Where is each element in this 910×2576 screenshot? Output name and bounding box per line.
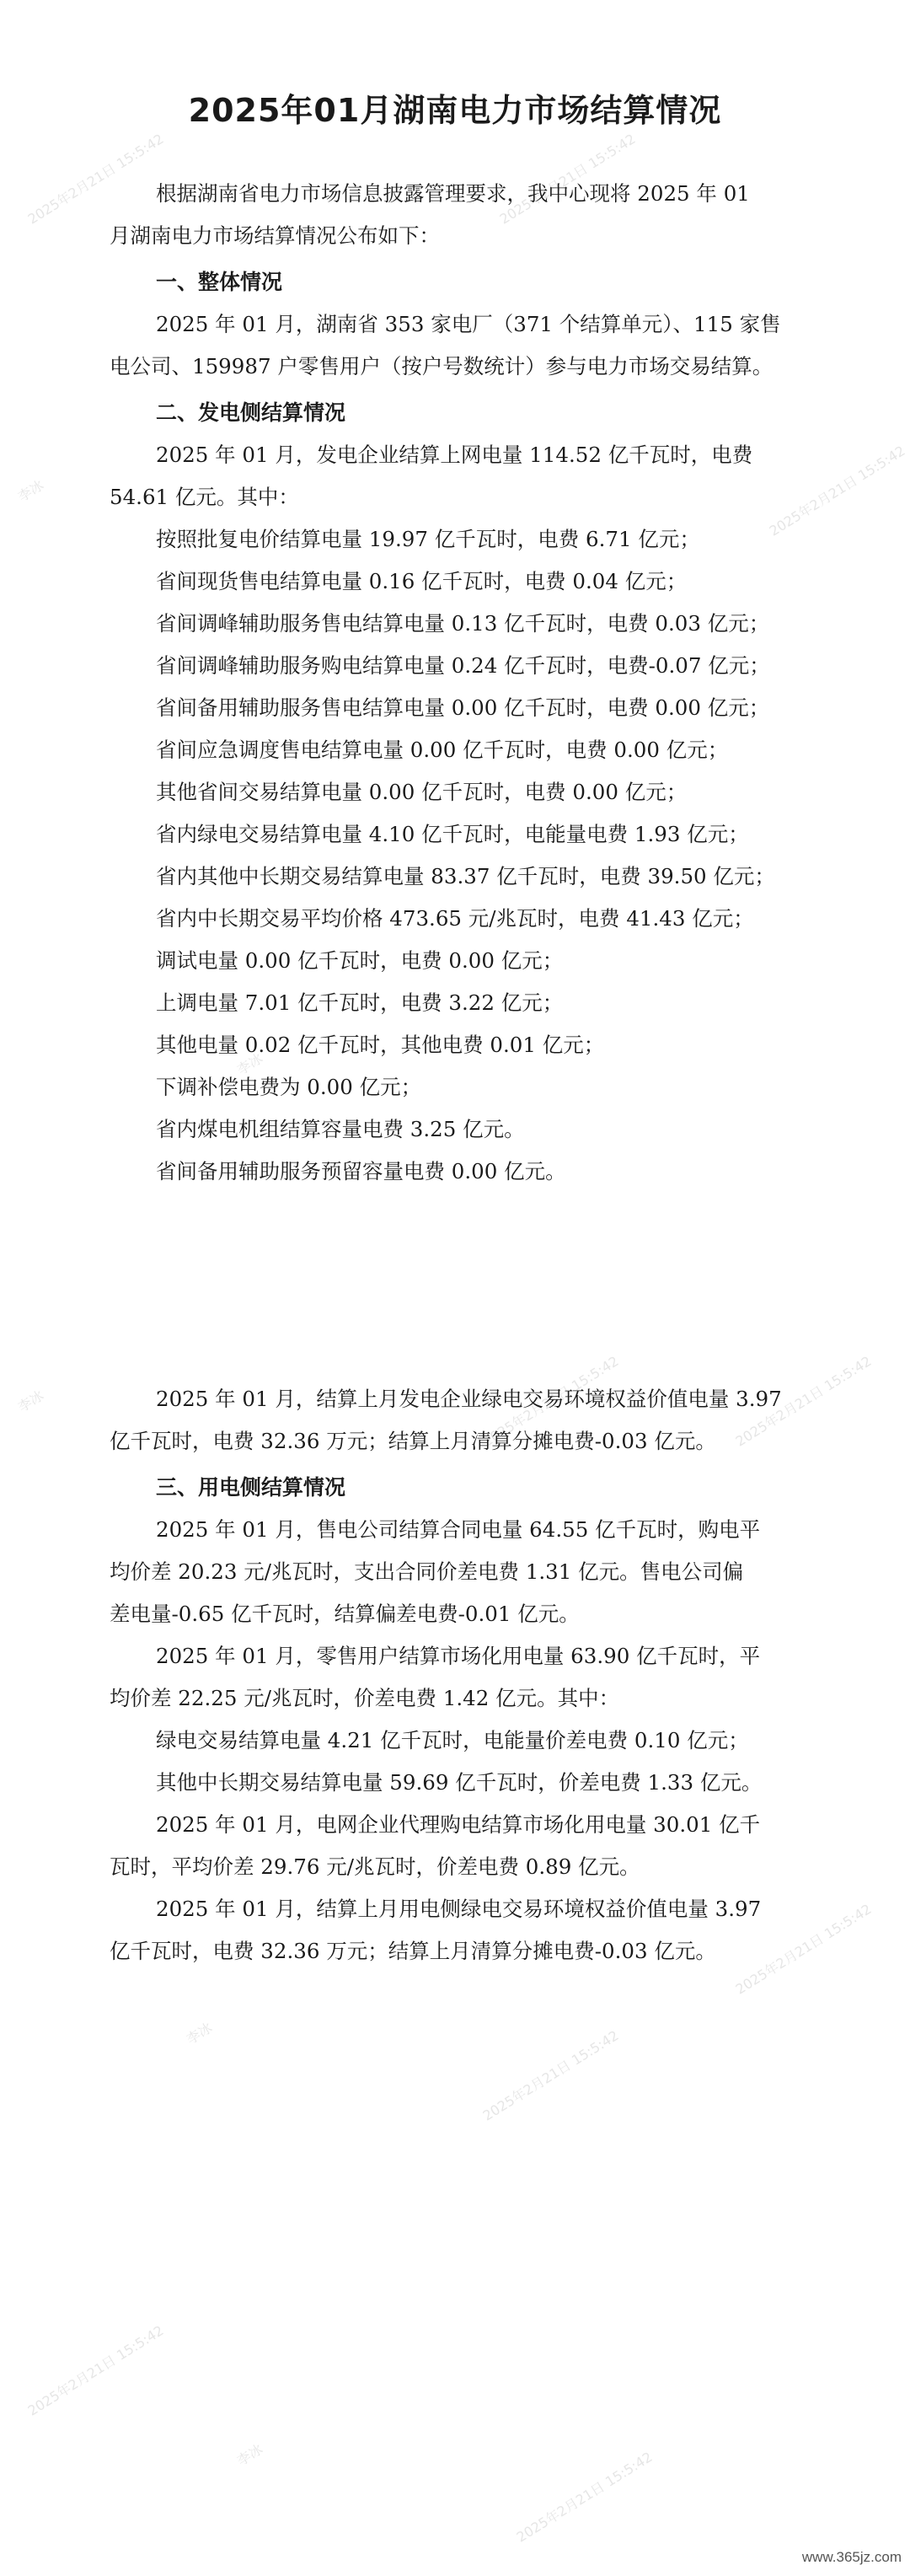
watermark-text: 李冰 (14, 476, 47, 505)
watermark-text: 2025年2月21日 15:5:42 (24, 131, 167, 228)
watermark-text: 2025年2月21日 15:5:42 (496, 131, 639, 228)
gen-item: 调试电量 0.00 亿千瓦时，电费 0.00 亿元； (156, 948, 564, 973)
section1-line-1: 2025 年 01 月，湖南省 353 家电厂（371 个结算单元）、115 家售 (156, 312, 781, 336)
watermark-text: 2025年2月21日 15:5:42 (732, 1901, 875, 1998)
gen-item: 下调补偿电费为 0.00 亿元； (156, 1075, 422, 1099)
user-green-line-2: 亿千瓦时，电费 32.36 万元；结算上月清算分摊电费-0.03 亿元。 (110, 1939, 716, 1963)
user-green-line-1: 2025 年 01 月，结算上月用电侧绿电交易环境权益价值电量 3.97 (156, 1897, 762, 1921)
page-title: 2025年01月湖南电力市场结算情况 (188, 92, 722, 129)
watermark-text: 2025年2月21日 15:5:42 (766, 443, 908, 539)
gen-item: 按照批复电价结算电量 19.97 亿千瓦时，电费 6.71 亿元； (156, 527, 700, 551)
retail-company-line-2: 均价差 20.23 元/兆瓦时，支出合同价差电费 1.31 亿元。售电公司偏 (110, 1559, 744, 1584)
grid-agent-line-2: 瓦时，平均价差 29.76 元/兆瓦时，价差电费 0.89 亿元。 (110, 1854, 640, 1879)
retail-company-line-1: 2025 年 01 月，售电公司结算合同电量 64.55 亿千瓦时，购电平 (156, 1517, 761, 1542)
footer-site-url: www.365jz.com (801, 2549, 902, 2565)
watermark-text: 2025年2月21日 15:5:42 (479, 2027, 622, 2124)
retail-user-item: 其他中长期交易结算电量 59.69 亿千瓦时，价差电费 1.33 亿元。 (156, 1770, 763, 1795)
gen-item: 省内绿电交易结算电量 4.10 亿千瓦时，电能量电费 1.93 亿元； (156, 822, 749, 846)
gen-item: 其他省间交易结算电量 0.00 亿千瓦时，电费 0.00 亿元； (156, 780, 688, 804)
watermark-text: 2025年2月21日 15:5:42 (513, 2449, 656, 2546)
gen-item: 上调电量 7.01 亿千瓦时，电费 3.22 亿元； (156, 990, 564, 1015)
intro-line-2: 月湖南电力市场结算情况公布如下： (110, 223, 440, 248)
gen-green-line-2: 亿千瓦时，电费 32.36 万元；结算上月清算分摊电费-0.03 亿元。 (110, 1429, 716, 1453)
section2-heading: 二、发电侧结算情况 (156, 400, 346, 425)
retail-user-line-1: 2025 年 01 月，零售用户结算市场化用电量 63.90 亿千瓦时，平 (156, 1644, 761, 1668)
section1-line-2: 电公司、159987 户零售用户（按户号数统计）参与电力市场交易结算。 (110, 354, 774, 378)
watermark-text: 2025年2月21日 15:5:42 (24, 2322, 167, 2419)
watermark-text: 李冰 (183, 2019, 216, 2047)
retail-user-item: 绿电交易结算电量 4.21 亿千瓦时，电能量价差电费 0.10 亿元； (156, 1728, 749, 1752)
gen-item: 省内中长期交易平均价格 473.65 元/兆瓦时，电费 41.43 亿元； (156, 906, 754, 931)
gen-item: 省间备用辅助服务预留容量电费 0.00 亿元。 (156, 1159, 566, 1183)
gen-item: 省内其他中长期交易结算电量 83.37 亿千瓦时，电费 39.50 亿元； (156, 864, 775, 888)
watermark-text: 李冰 (14, 1387, 47, 1415)
section2-summary-2: 54.61 亿元。其中： (110, 485, 299, 509)
watermark-text: 2025年2月21日 15:5:42 (479, 1353, 622, 1450)
watermark-text: 李冰 (233, 1049, 266, 1078)
gen-item: 省间现货售电结算电量 0.16 亿千瓦时，电费 0.04 亿元； (156, 569, 688, 593)
watermark-text: 2025年2月21日 15:5:42 (732, 1353, 875, 1450)
gen-item: 省内煤电机组结算容量电费 3.25 亿元。 (156, 1117, 525, 1141)
gen-item: 其他电量 0.02 亿千瓦时，其他电费 0.01 亿元； (156, 1033, 605, 1057)
intro-line-1: 根据湖南省电力市场信息披露管理要求，我中心现将 2025 年 01 (156, 181, 750, 206)
gen-item: 省间备用辅助服务售电结算电量 0.00 亿千瓦时，电费 0.00 亿元； (156, 695, 770, 720)
retail-company-line-3: 差电量-0.65 亿千瓦时，结算偏差电费-0.01 亿元。 (110, 1602, 580, 1626)
gen-green-line-1: 2025 年 01 月，结算上月发电企业绿电交易环境权益价值电量 3.97 (156, 1387, 782, 1411)
gen-item: 省间调峰辅助服务售电结算电量 0.13 亿千瓦时，电费 0.03 亿元； (156, 611, 770, 636)
section2-summary-1: 2025 年 01 月，发电企业结算上网电量 114.52 亿千瓦时，电费 (156, 443, 753, 467)
gen-item: 省间应急调度售电结算电量 0.00 亿千瓦时，电费 0.00 亿元； (156, 738, 729, 762)
section1-heading: 一、整体情况 (156, 270, 283, 294)
gen-item: 省间调峰辅助服务购电结算电量 0.24 亿千瓦时，电费-0.07 亿元； (156, 653, 770, 678)
section3-heading: 三、用电侧结算情况 (156, 1475, 346, 1500)
watermark-text: 李冰 (233, 2440, 266, 2469)
grid-agent-line-1: 2025 年 01 月，电网企业代理购电结算市场化用电量 30.01 亿千 (156, 1812, 761, 1837)
retail-user-line-2: 均价差 22.25 元/兆瓦时，价差电费 1.42 亿元。其中： (110, 1686, 620, 1710)
